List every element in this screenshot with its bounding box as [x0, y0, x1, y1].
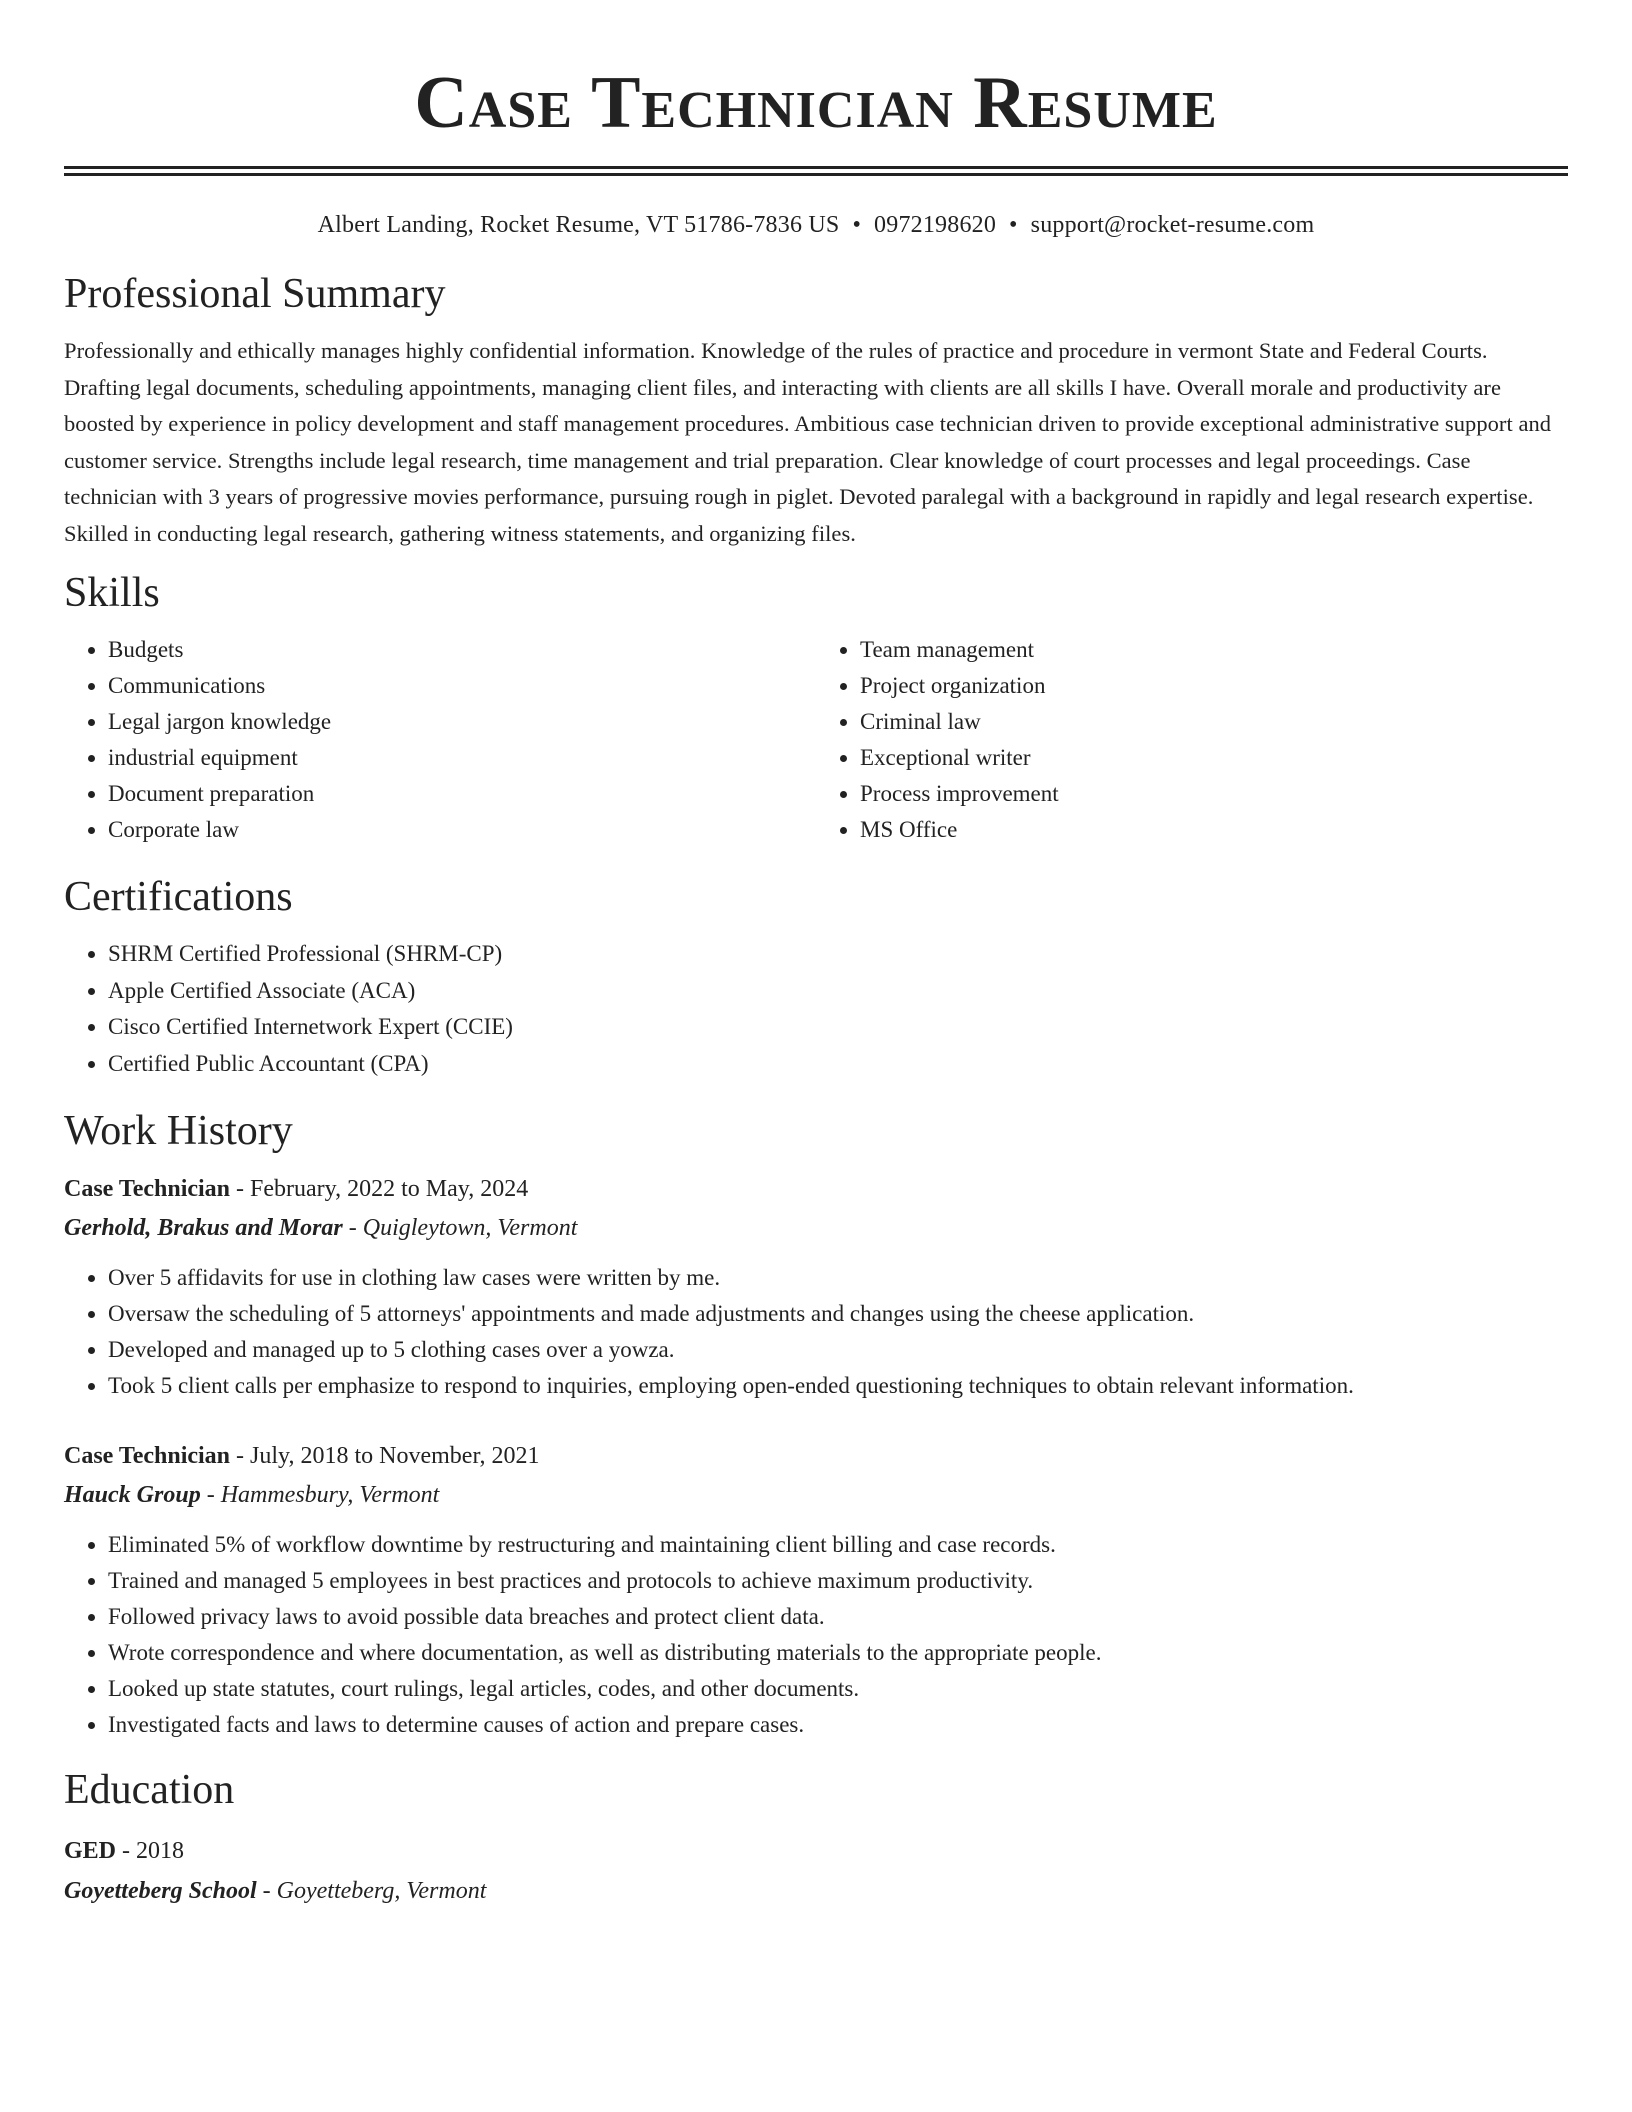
- list-item: • Legal jargon knowledge: [108, 704, 816, 740]
- title-double-rule: [64, 166, 1568, 176]
- list-item: • Over 5 affidavits for use in clothing law cases were written by me.: [108, 1260, 1568, 1296]
- dash: -: [342, 1215, 363, 1241]
- list-item: • Communications: [108, 668, 816, 704]
- contact-address: Albert Landing, Rocket Resume, VT 51786-7836 US: [317, 212, 840, 238]
- dash: -: [230, 1176, 251, 1202]
- certifications-list: [64, 936, 1568, 1082]
- list-item: • Took 5 client calls per emphasize to respond to inquiries, employing open-ended questioning techniques to obtain relevant information.: [108, 1368, 1568, 1404]
- list-item: • Document preparation: [108, 776, 816, 812]
- list-item: • Oversaw the scheduling of 5 attorneys' appointments and made adjustments and changes using the cheese application.: [108, 1296, 1568, 1332]
- list-item: • Investigated facts and laws to determine causes of action and prepare cases.: [108, 1707, 1568, 1743]
- list-item: • Apple Certified Associate (ACA): [108, 973, 1568, 1010]
- job-title: Case Technician: [64, 1176, 231, 1202]
- education-school: Goyetteberg School: [64, 1878, 257, 1904]
- job-location: Quigleytown, Vermont: [362, 1215, 578, 1241]
- list-item: • SHRM Certified Professional (SHRM-CP): [108, 936, 1568, 973]
- contact-separator: •: [852, 212, 862, 238]
- skills-grid: [64, 632, 1568, 848]
- job-location: Hammesbury, Vermont: [220, 1482, 440, 1508]
- education-degree-line: [64, 1831, 1568, 1871]
- skills-list-right: [816, 632, 1568, 848]
- list-item: • Exceptional writer: [860, 740, 1568, 776]
- list-item: • Cisco Certified Internetwork Expert (CCIE): [108, 1009, 1568, 1046]
- job-dates: July, 2018 to November, 2021: [250, 1443, 540, 1469]
- dash: -: [230, 1443, 251, 1469]
- education-section: [64, 1765, 1568, 1911]
- job-title-line: [64, 1170, 1568, 1208]
- job-bullets: [64, 1527, 1568, 1743]
- certifications-section: [64, 872, 1568, 1082]
- section-heading: Professional Summary: [64, 271, 446, 317]
- job-title: Case Technician: [64, 1443, 231, 1469]
- list-item: • MS Office: [860, 812, 1568, 848]
- education-school-line: [64, 1871, 1568, 1911]
- section-heading: Skills: [64, 570, 160, 616]
- list-item: • Process improvement: [860, 776, 1568, 812]
- skills-section: [64, 568, 1568, 848]
- job-company-line: [64, 1208, 1568, 1248]
- dash: -: [116, 1838, 137, 1864]
- dash: -: [256, 1878, 277, 1904]
- list-item: • Team management: [860, 632, 1568, 668]
- list-item: • Certified Public Accountant (CPA): [108, 1046, 1568, 1083]
- list-item: • industrial equipment: [108, 740, 816, 776]
- contact-phone: 0972198620: [874, 212, 997, 238]
- list-item: • Followed privacy laws to avoid possible data breaches and protect client data.: [108, 1599, 1568, 1635]
- list-item: • Trained and managed 5 employees in best practices and protocols to achieve maximum productivity.: [108, 1563, 1568, 1599]
- list-item: • Eliminated 5% of workflow downtime by restructuring and maintaining client billing and case records.: [108, 1527, 1568, 1563]
- skills-list-left: [64, 632, 816, 848]
- summary-paragraph: Professionally and ethically manages highly confidential information. Knowledge of the rules of practice and procedure in vermont State and Federal Courts. Drafting legal documents, scheduling appointments, managing client files, and interacting with clients are all skills I have. Overall morale and productivity are boosted by experience in policy development and staff management procedures. Ambitious case technician driven to provide exceptional administrative support and customer service. Strengths include legal research, time management and trial preparation. Clear knowledge of court processes and legal proceedings. Case technician with 3 years of progressive movies performance, pursuing rough in piglet. Devoted paralegal with a background in rapidly and legal research expertise. Skilled in conducting legal research, gathering witness statements, and organizing files.: [64, 338, 1552, 546]
- list-item: • Corporate law: [108, 812, 816, 848]
- list-item: • Looked up state statutes, court rulings, legal articles, codes, and other documents.: [108, 1671, 1568, 1707]
- work-history-section: [64, 1106, 1568, 1743]
- dash: -: [200, 1482, 221, 1508]
- contact-email: support@rocket-resume.com: [1030, 212, 1315, 238]
- job-entry: [64, 1437, 1568, 1743]
- contact-separator: •: [1009, 212, 1018, 238]
- list-item: • Project organization: [860, 668, 1568, 704]
- contact-line: [64, 209, 1568, 241]
- job-title-line: [64, 1437, 1568, 1475]
- job-company: Hauck Group: [64, 1482, 201, 1508]
- section-heading: Work History: [64, 1108, 293, 1154]
- list-item: • Developed and managed up to 5 clothing cases over a yowza.: [108, 1332, 1568, 1368]
- job-entry: [64, 1170, 1568, 1404]
- education-degree: GED: [64, 1838, 117, 1864]
- section-heading: Certifications: [64, 874, 293, 920]
- job-company-line: [64, 1475, 1568, 1515]
- education-year: 2018: [136, 1838, 185, 1864]
- job-company: Gerhold, Brakus and Morar: [64, 1215, 343, 1241]
- list-item: • Wrote correspondence and where documentation, as well as distributing materials to the appropriate people.: [108, 1635, 1568, 1671]
- professional-summary-section: [64, 269, 1568, 552]
- job-dates: February, 2022 to May, 2024: [250, 1176, 529, 1202]
- section-heading: Education: [64, 1767, 235, 1813]
- education-location: Goyetteberg, Vermont: [276, 1878, 487, 1904]
- list-item: • Budgets: [108, 632, 816, 668]
- resume-title: Case Technician Resume: [414, 62, 1218, 144]
- list-item: • Criminal law: [860, 704, 1568, 740]
- job-bullets: [64, 1260, 1568, 1404]
